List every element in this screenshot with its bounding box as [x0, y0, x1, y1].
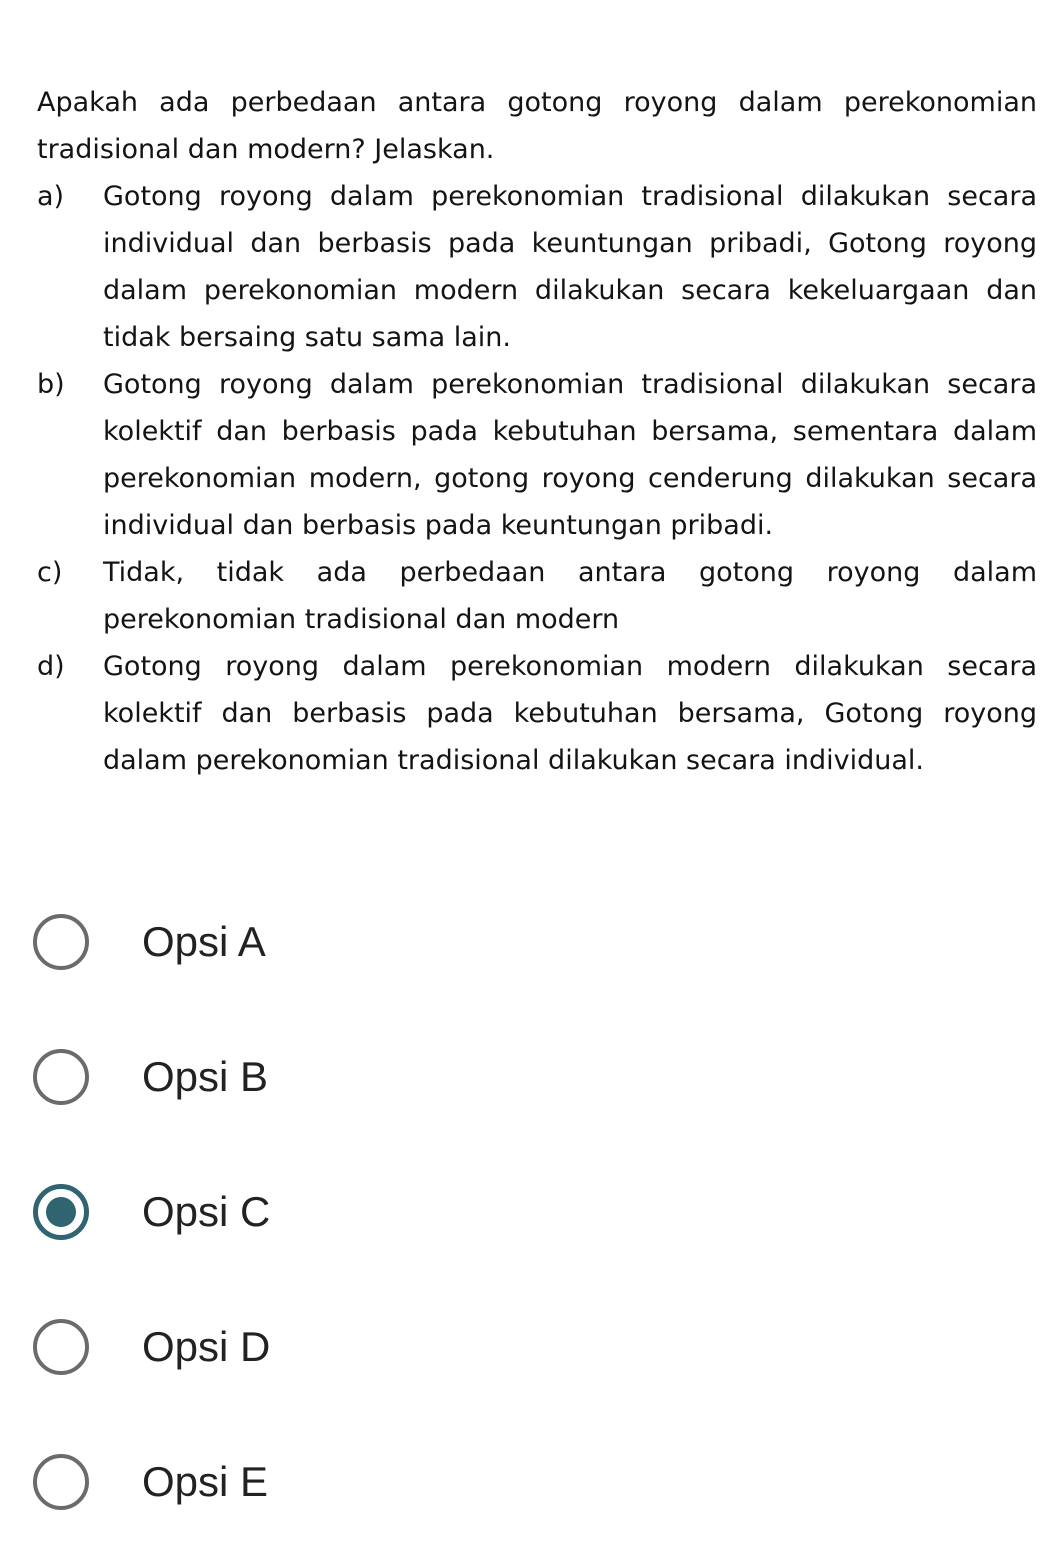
option-label: Opsi E: [142, 1458, 269, 1505]
choice-letter: b): [37, 369, 65, 400]
choice-d: [37, 643, 1037, 784]
choice-text: Gotong royong dalam perekonomian modern dilakukan secara kolektif dan berbasis pada kebutuhan bersama, Gotong royong dalam perekonomian tradisional dilakukan secara individual.: [103, 651, 1037, 776]
choice-letter: d): [37, 651, 65, 682]
choice-letter: a): [37, 181, 65, 212]
question-prompt: Apakah ada perbedaan antara gotong royong dalam perekonomian tradisional dan modern? Jelaskan.: [37, 87, 1037, 165]
radio-button-d[interactable]: [33, 1319, 89, 1375]
radio-button-b[interactable]: [33, 1049, 89, 1105]
choice-text: Gotong royong dalam perekonomian tradisional dilakukan secara individual dan berbasis pada keuntungan pribadi, Gotong royong dalam perekonomian modern dilakukan secara kekeluargaan dan tidak bersaing satu sama lain.: [103, 181, 1037, 353]
option-e[interactable]: [30, 1442, 530, 1522]
radio-button-e[interactable]: [33, 1454, 89, 1510]
choice-a: [37, 173, 1037, 361]
option-a[interactable]: [30, 902, 530, 982]
choice-c: [37, 549, 1037, 643]
option-d[interactable]: [30, 1307, 530, 1387]
option-c[interactable]: [30, 1172, 530, 1252]
radio-button-c[interactable]: [33, 1184, 89, 1240]
option-label: Opsi C: [142, 1188, 271, 1235]
option-label: Opsi D: [142, 1323, 271, 1370]
choice-text: Gotong royong dalam perekonomian tradisional dilakukan secara kolektif dan berbasis pada kebutuhan bersama, sementara dalam perekonomian modern, gotong royong cenderung dilakukan secara individual dan berbasis pada keuntungan pribadi.: [103, 369, 1037, 541]
question-card: [37, 79, 1037, 784]
choice-b: [37, 361, 1037, 549]
option-label: Opsi B: [142, 1053, 269, 1100]
option-b[interactable]: [30, 1037, 530, 1117]
choice-letter: c): [37, 557, 63, 588]
radio-button-a[interactable]: [33, 914, 89, 970]
radio-dot-icon: [46, 1197, 76, 1227]
choice-text: Tidak, tidak ada perbedaan antara gotong royong dalam perekonomian tradisional dan modern: [103, 557, 1037, 635]
option-label: Opsi A: [142, 918, 266, 965]
